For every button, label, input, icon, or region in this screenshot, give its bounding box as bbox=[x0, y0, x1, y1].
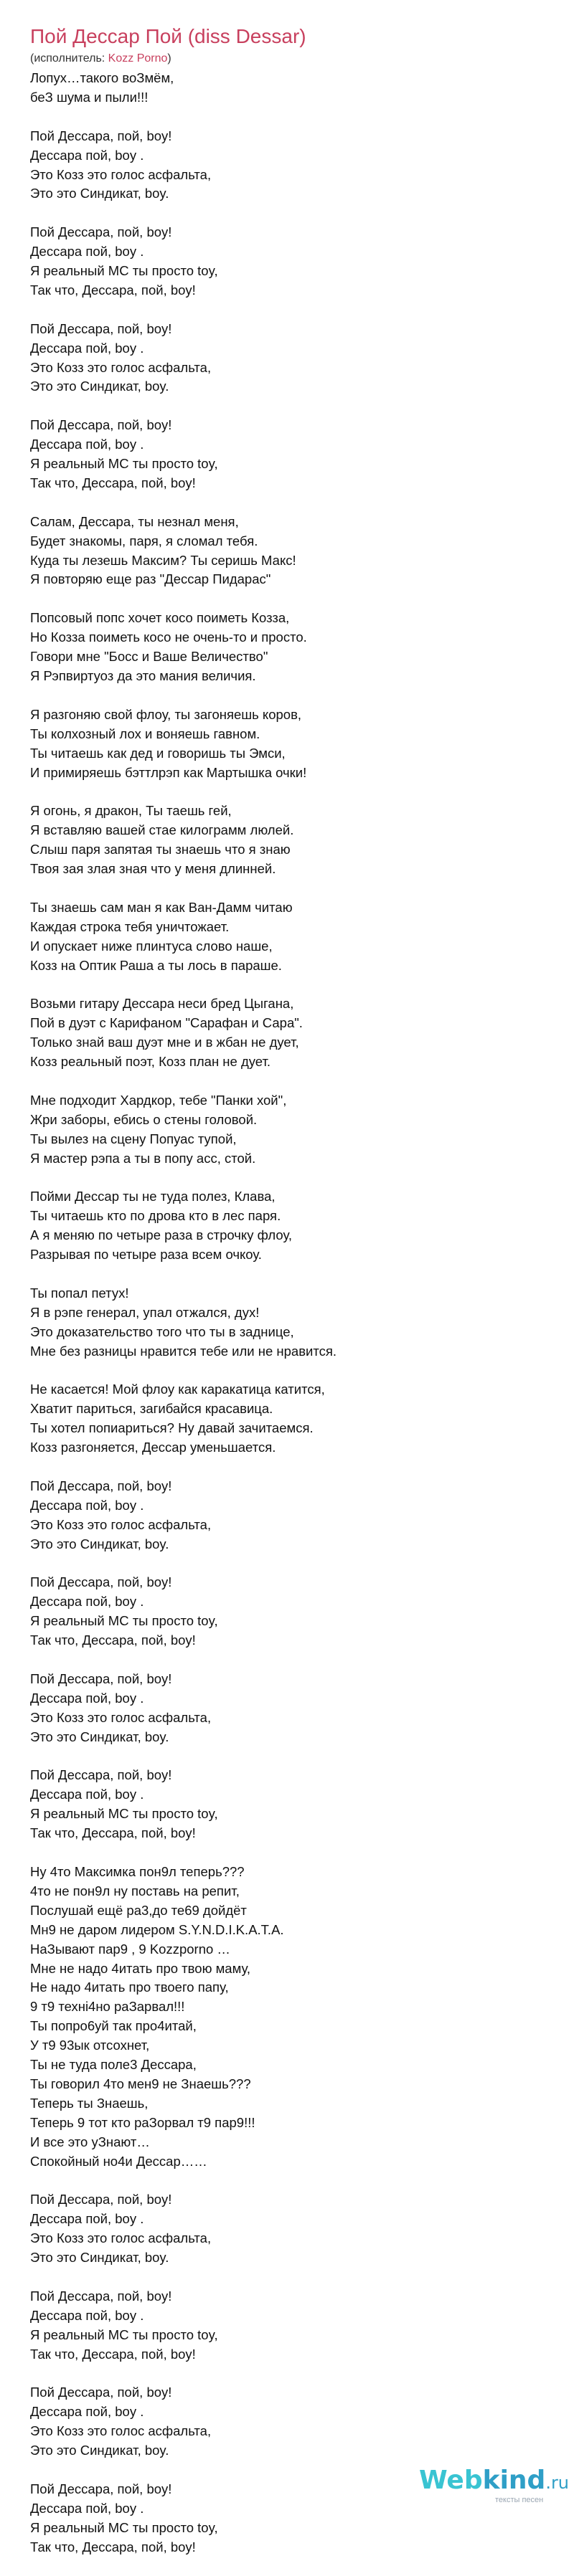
lyric-line: Дессара пой, boy . bbox=[30, 2307, 144, 2323]
lyric-line: Мн9 не даром лидером S.Y.N.D.I.K.A.T.A. bbox=[30, 1921, 284, 1937]
lyrics-stanza bbox=[30, 1187, 489, 1265]
lyric-line: И опускает ниже плинтуса слово наше, bbox=[30, 938, 273, 954]
lyrics-body bbox=[30, 69, 489, 2576]
lyrics-stanza bbox=[30, 609, 489, 686]
lyric-line: Разрывая по четыре раза всем очкоу. bbox=[30, 1247, 262, 1263]
lyric-line: И примиряешь бэттлрэп как Мартышка очки! bbox=[30, 764, 307, 780]
lyrics-stanza bbox=[30, 1766, 489, 1843]
lyric-line: Слыш паря запятая ты знаешь что я знаю bbox=[30, 842, 291, 857]
lyric-line: Ты говорил 4то мен9 не Знаешь??? bbox=[30, 2076, 251, 2091]
lyric-line: Пой в дуэт с Карифаном "Сарафан и Сара". bbox=[30, 1015, 303, 1031]
lyrics-stanza bbox=[30, 513, 489, 590]
lyric-line: Я реальный МС ты просто toy, bbox=[30, 1613, 218, 1629]
lyric-line: Пой Дессара, пой, boy! bbox=[30, 1767, 172, 1783]
lyric-line: Так что, Дессара, пой, boy! bbox=[30, 282, 196, 298]
lyrics-stanza bbox=[30, 994, 489, 1072]
lyric-line: Дессара пой, boy . bbox=[30, 437, 144, 452]
lyric-line: Теперь ты Знаешь, bbox=[30, 2095, 149, 2111]
lyric-line: Ты попро6уй так про4итай, bbox=[30, 2018, 197, 2034]
lyric-line: Это Козз это голос асфальта, bbox=[30, 2230, 212, 2246]
lyric-line: Дессара пой, boy . bbox=[30, 1497, 144, 1513]
lyric-line: НаЗывают пар9 , 9 Kozzporno … bbox=[30, 1941, 230, 1957]
lyric-line: Это Козз это голос асфальта, bbox=[30, 1709, 212, 1725]
lyric-line: Я Рэпвиртуоз да это мания величия. bbox=[30, 668, 256, 683]
lyric-line: Спокойный но4и Дессар…… bbox=[30, 2153, 207, 2169]
lyric-line: Говори мне "Босс и Ваше Величество" bbox=[30, 649, 268, 665]
logo-tagline: тексты песен bbox=[495, 2496, 544, 2504]
lyric-line: Мне без разницы нравится тебе или не нравится. bbox=[30, 1343, 337, 1359]
lyrics-stanza bbox=[30, 1477, 489, 1554]
lyric-line: Я реальный МС ты просто toy, bbox=[30, 2519, 218, 2535]
lyric-line: Но Козза поиметь косо не очень-то и просто. bbox=[30, 629, 307, 645]
lyric-line: Так что, Дессара, пой, boy! bbox=[30, 475, 196, 490]
lyric-line: Я реальный МС ты просто toy, bbox=[30, 456, 218, 472]
lyric-line: Пой Дессара, пой, boy! bbox=[30, 2192, 172, 2207]
lyric-line: Дессара пой, boy . bbox=[30, 2404, 144, 2420]
lyric-line: Ты колхозный лох и воняешь гавном. bbox=[30, 726, 260, 741]
lyric-line: А я меняю по четыре раза в строчку флоу, bbox=[30, 1227, 293, 1243]
lyric-line: Это это Синдикат, boy. bbox=[30, 1729, 169, 1744]
lyric-line: Салам, Дессара, ты незнал меня, bbox=[30, 513, 239, 529]
lyrics-stanza bbox=[30, 2383, 489, 2461]
logo-suffix: .ru bbox=[545, 2473, 570, 2493]
lyric-line: Ты читаешь кто по дрова кто в лес паря. bbox=[30, 1208, 281, 1224]
lyric-line: Это это Синдикат, boy. bbox=[30, 2443, 169, 2458]
lyrics-stanza bbox=[30, 223, 489, 300]
lyric-line: Мне не надо 4итать про твою маму, bbox=[30, 1960, 251, 1976]
lyric-line: Это доказательство того что ты в заднице, bbox=[30, 1323, 294, 1339]
artist-prefix: (исполнитель: bbox=[30, 52, 108, 65]
artist-line bbox=[30, 52, 171, 66]
lyrics-stanza bbox=[30, 416, 489, 493]
lyric-line: 9 т9 технi4но раЗарвал!!! bbox=[30, 1999, 185, 2015]
lyric-line: Козз реальный поэт, Козз план не дует. bbox=[30, 1054, 271, 1070]
lyric-line: Это Козз это голос асфальта, bbox=[30, 359, 212, 375]
lyrics-stanza bbox=[30, 898, 489, 976]
lyric-line: И все это уЗнают… bbox=[30, 2134, 150, 2149]
lyric-line: Лопух…такого воЗмём, bbox=[30, 70, 174, 85]
lyric-line: Пой Дессара, пой, boy! bbox=[30, 224, 172, 240]
lyric-line: беЗ шума и пыли!!! bbox=[30, 89, 149, 105]
lyrics-stanza bbox=[30, 320, 489, 397]
lyric-line: Пойми Дессар ты не туда полез, Клава, bbox=[30, 1189, 276, 1204]
lyric-line: Дессара пой, boy . bbox=[30, 2500, 144, 2516]
lyrics-stanza bbox=[30, 1863, 489, 2172]
lyric-line: Ты хотел попиариться? Ну давай зачитаемся. bbox=[30, 1420, 314, 1436]
lyric-line: Мне подходит Хардкор, тебе "Панки хой", bbox=[30, 1092, 287, 1108]
lyric-line: Пой Дессара, пой, boy! bbox=[30, 1574, 172, 1590]
lyric-line: Пой Дессара, пой, boy! bbox=[30, 128, 172, 143]
lyric-line: Я реальный МС ты просто toy, bbox=[30, 2327, 218, 2342]
artist-link[interactable]: Kozz Porno bbox=[108, 52, 168, 65]
lyric-line: Пой Дессара, пой, boy! bbox=[30, 320, 172, 336]
lyric-line: Это это Синдикат, boy. bbox=[30, 186, 169, 201]
lyric-line: Не касается! Мой флоу как каракатица катится, bbox=[30, 1382, 325, 1397]
lyric-line: Ты знаешь сам ман я как Ван-Дамм читаю bbox=[30, 899, 293, 915]
logo-part-kind: kind bbox=[482, 2466, 546, 2495]
lyric-line: Я огонь, я дракон, Ты таешь гей, bbox=[30, 803, 232, 819]
lyric-line: Дессара пой, boy . bbox=[30, 1690, 144, 1706]
lyric-line: Это это Синдикат, boy. bbox=[30, 1536, 169, 1551]
lyric-line: Это Козз это голос асфальта, bbox=[30, 166, 212, 182]
lyrics-stanza bbox=[30, 69, 489, 108]
lyric-line: Дессара пой, boy . bbox=[30, 1787, 144, 1802]
webkind-logo[interactable] bbox=[419, 2466, 570, 2506]
lyrics-stanza bbox=[30, 2287, 489, 2364]
logo-wordmark bbox=[419, 2466, 569, 2497]
lyric-line: Жри заборы, ебись о стены головой. bbox=[30, 1111, 258, 1127]
logo-part-web: Web bbox=[419, 2466, 483, 2495]
lyric-line: 4то не пон9л ну поставь на репит, bbox=[30, 1883, 240, 1898]
lyrics-stanza bbox=[30, 802, 489, 879]
lyric-line: Я реальный МС ты просто toy, bbox=[30, 1806, 218, 1822]
lyrics-stanza bbox=[30, 2190, 489, 2268]
lyric-line: Я мастер рэпа а ты в попу асс, стой. bbox=[30, 1150, 256, 1166]
lyric-line: Ты не туда поле3 Дессара, bbox=[30, 2057, 197, 2073]
lyric-line: Пой Дессара, пой, boy! bbox=[30, 2288, 172, 2304]
lyric-line: Я в рэпе генерал, упал отжался, дух! bbox=[30, 1304, 260, 1320]
lyric-line: Будет знакомы, паря, я сломал тебя. bbox=[30, 533, 258, 548]
lyric-line: Пой Дессара, пой, boy! bbox=[30, 417, 172, 433]
lyric-line: Пой Дессара, пой, boy! bbox=[30, 2385, 172, 2400]
lyric-line: Твоя зая злая зная что у меня длинней. bbox=[30, 861, 276, 877]
lyric-line: Козз разгоняется, Дессар уменьшается. bbox=[30, 1440, 276, 1455]
lyric-line: Так что, Дессара, пой, boy! bbox=[30, 1825, 196, 1841]
lyric-line: Попсовый попс хочет косо поиметь Козза, bbox=[30, 610, 290, 626]
lyric-line: Это это Синдикат, boy. bbox=[30, 2250, 169, 2266]
lyric-line: Дессара пой, boy . bbox=[30, 244, 144, 260]
lyric-line: Возьми гитару Дессара неси бред Цыгана, bbox=[30, 996, 294, 1012]
lyric-line: Козз на Оптик Раша а ты лось в параше. bbox=[30, 957, 282, 973]
lyrics-stanza bbox=[30, 1380, 489, 1458]
lyric-line: Это Козз это голос асфальта, bbox=[30, 2423, 212, 2439]
lyric-line: Дессара пой, boy . bbox=[30, 1594, 144, 1610]
lyrics-stanza bbox=[30, 127, 489, 204]
lyric-line: У т9 93ык отсохнет, bbox=[30, 2038, 150, 2053]
lyric-line: Пой Дессара, пой, boy! bbox=[30, 1478, 172, 1493]
lyric-line: Это Козз это голос асфальта, bbox=[30, 1516, 212, 1532]
artist-suffix: ) bbox=[167, 52, 171, 65]
lyric-line: Я реальный МС ты просто toy, bbox=[30, 263, 218, 279]
lyric-line: Я повторяю еще раз "Дессар Пидарас" bbox=[30, 571, 271, 587]
lyric-line: Теперь 9 тот кто раЗорвал т9 пар9!!! bbox=[30, 2114, 255, 2130]
lyrics-stanza bbox=[30, 1091, 489, 1169]
lyric-line: Ты читаешь как дед и говоришь ты Эмси, bbox=[30, 745, 286, 761]
lyric-line: Ты попал петух! bbox=[30, 1285, 129, 1301]
lyric-line: Пой Дессара, пой, boy! bbox=[30, 1670, 172, 1686]
lyrics-stanza bbox=[30, 1284, 489, 1361]
lyric-line: Я разгоняю свой флоу, ты загоняешь коров, bbox=[30, 706, 302, 722]
lyric-line: Так что, Дессара, пой, boy! bbox=[30, 2346, 196, 2362]
lyric-line: Дессара пой, boy . bbox=[30, 2211, 144, 2227]
lyric-line: Каждая строка тебя уничтожает. bbox=[30, 918, 230, 934]
lyric-line: Куда ты лезешь Максим? Ты серишь Макс! bbox=[30, 552, 296, 568]
lyrics-stanza bbox=[30, 1573, 489, 1650]
lyric-line: Ну 4то Максимка пон9л теперь??? bbox=[30, 1863, 245, 1879]
lyrics-stanza bbox=[30, 705, 489, 783]
lyric-line: Так что, Дессара, пой, boy! bbox=[30, 1632, 196, 1648]
song-title: Пой Дессар Пой (diss Dessar) bbox=[30, 25, 306, 47]
lyric-line: Ты вылез на сцену Попуас тупой, bbox=[30, 1131, 237, 1146]
lyric-line: Так что, Дессара, пой, boy! bbox=[30, 2539, 196, 2554]
lyrics-stanza bbox=[30, 1670, 489, 1747]
lyric-line: Дессара пой, boy . bbox=[30, 147, 144, 163]
lyric-line: Это это Синдикат, boy. bbox=[30, 379, 169, 394]
lyric-line: Только знай ваш дуэт мне и в жбан не дует, bbox=[30, 1035, 299, 1050]
lyric-line: Послушай ещё ра3,до те69 дойдёт bbox=[30, 1902, 247, 1918]
lyric-line: Я вставляю вашей стае килограмм люлей. bbox=[30, 822, 294, 838]
lyric-line: Хватит париться, загибайся красавица. bbox=[30, 1401, 273, 1417]
lyric-line: Пой Дессара, пой, boy! bbox=[30, 2481, 172, 2496]
lyric-line: Дессара пой, boy . bbox=[30, 340, 144, 356]
lyric-line: Не надо 4итать про твоего папу, bbox=[30, 1979, 229, 1995]
